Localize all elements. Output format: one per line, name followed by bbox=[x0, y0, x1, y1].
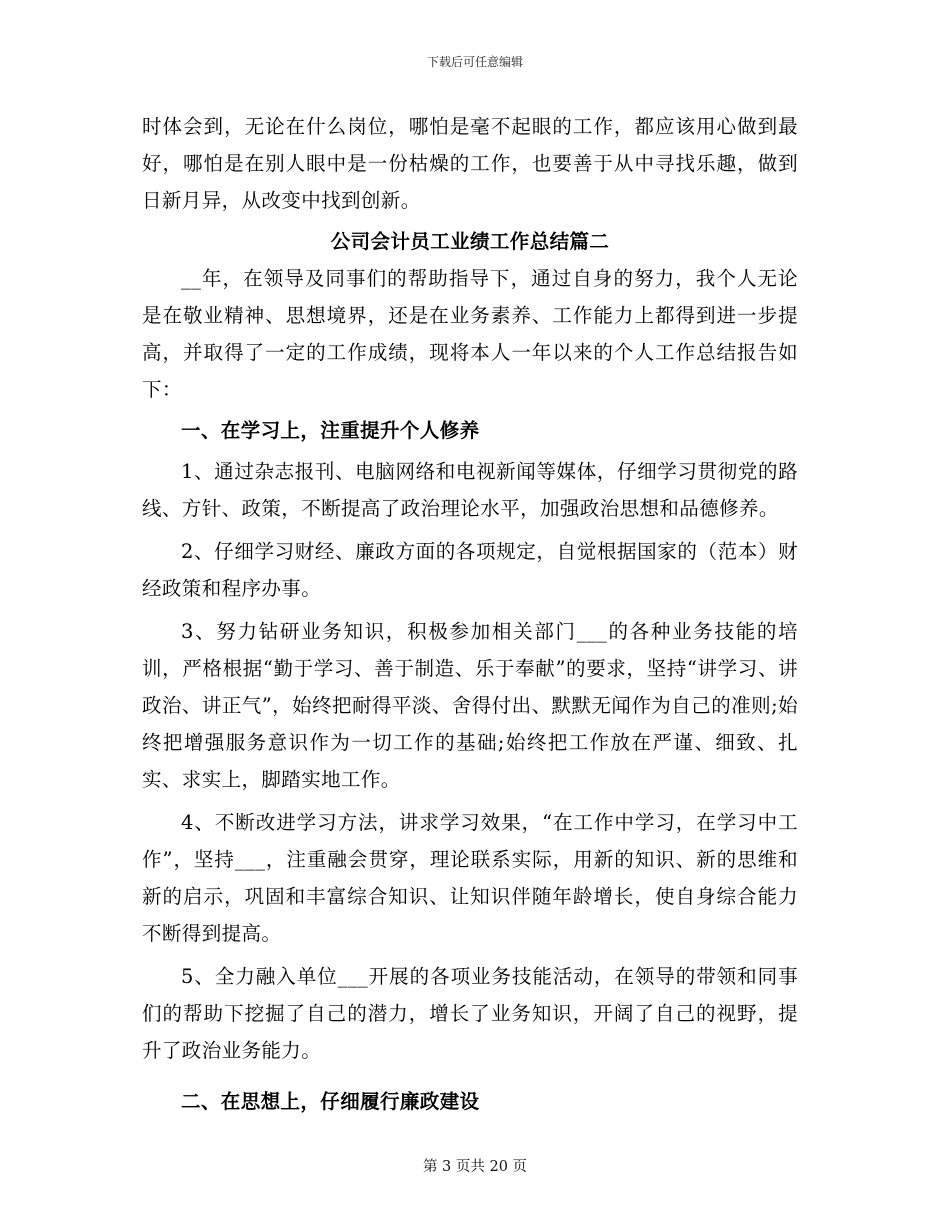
section-title: 公司会计员工业绩工作总结篇二 bbox=[330, 230, 610, 253]
heading-study: 一、在学习上，注重提升个人修养 bbox=[181, 419, 480, 442]
page-header: 下载后可任意编辑 bbox=[426, 55, 523, 69]
list-item: 1、通过杂志报刊、电脑网络和电视新闻等媒体，仔细学习贯彻党的路线、方针、政策，不断提高了政治理论水平，加强政治思想和品德修养。 bbox=[142, 460, 798, 520]
list-item: 5、全力融入单位___开展的各项业务技能活动，在领导的带领和同事们的帮助下挖掘了自己的潜力，增长了业务知识，开阔了自己的视野，提升了政治业务能力。 bbox=[142, 965, 798, 1062]
list-item: 2、仔细学习财经、廉政方面的各项规定，自觉根据国家的（范本）财经政策和程序办事。 bbox=[142, 540, 798, 600]
page-footer: 第 3 页共 20 页 bbox=[422, 1159, 528, 1175]
continuation-paragraph: 时体会到，无论在什么岗位，哪怕是毫不起眼的工作，都应该用心做到最好，哪怕是在别人眼中是一份枯燥的工作，也要善于从中寻找乐趣，做到日新月异，从改变中找到创新。 bbox=[142, 115, 798, 212]
list-item: 3、努力钻研业务知识，积极参加相关部门___的各种业务技能的培训，严格根据“勤于学习、善于制造、乐于奉献”的要求，坚持“讲学习、讲政治、讲正气”，始终把耐得平淡、舍得付出、默默无闻作为自己的准则;始终把增强服务意识作为一切工作的基础;始终把工作放在严谨、细致、扎实、求实上，脚踏实地工作。 bbox=[142, 620, 798, 791]
list-item: 4、不断改进学习方法，讲求学习效果，“在工作中学习，在学习中工作”，坚持___，注重融会贯穿，理论联系实际，用新的知识、新的思维和新的启示，巩固和丰富综合知识、让知识伴随年龄增长，使自身综合能力不断得到提高。 bbox=[142, 811, 798, 945]
heading-ideology: 二、在思想上，仔细履行廉政建设 bbox=[181, 1090, 480, 1113]
intro-paragraph: __年，在领导及同事们的帮助指导下，通过自身的努力，我个人无论是在敬业精神、思想境界，还是在业务素养、工作能力上都得到进一步提高，并取得了一定的工作成绩，现将本人一年以来的个人工作总结报告如下： bbox=[142, 267, 798, 401]
document-body bbox=[142, 108, 798, 1120]
